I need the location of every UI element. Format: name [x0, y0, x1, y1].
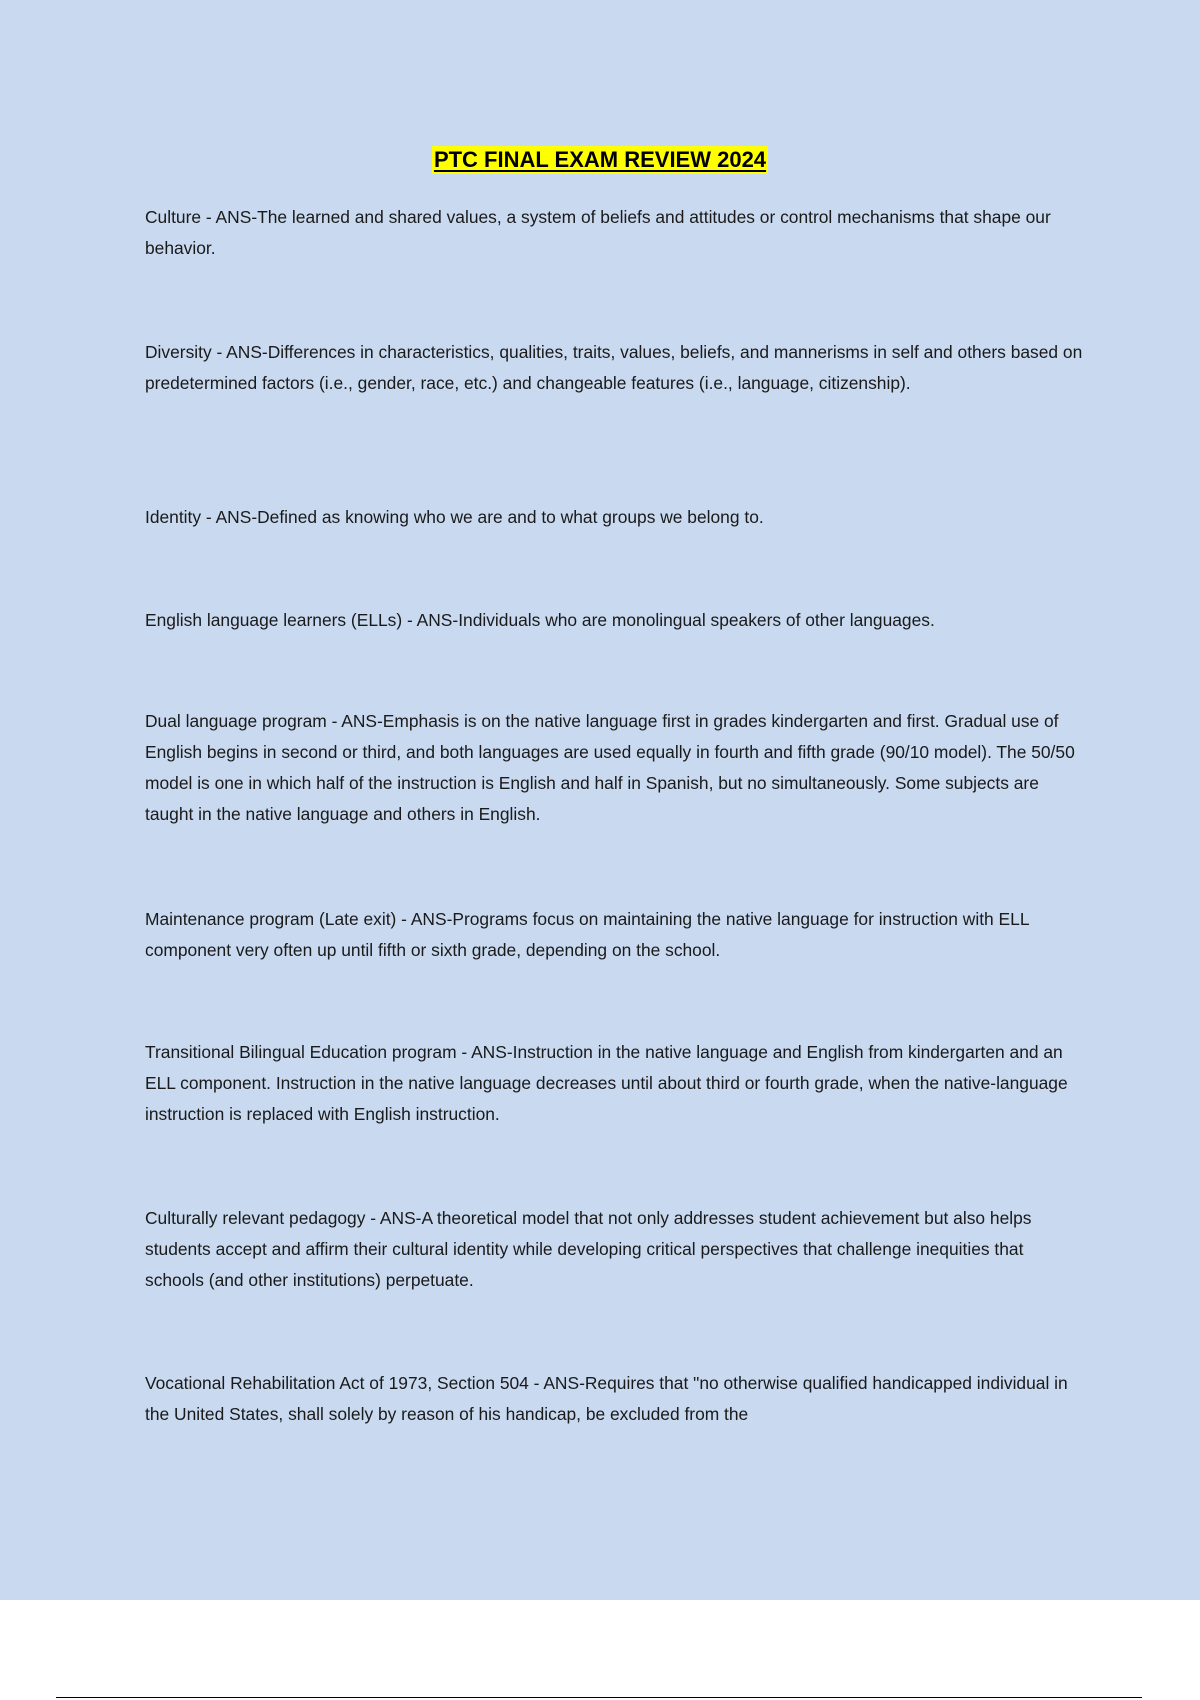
- entry-culture: Culture - ANS-The learned and shared values, a system of beliefs and attitudes or control mechanisms that shape our behavior.: [145, 207, 1051, 258]
- entry-dual-language-program: Dual language program - ANS-Emphasis is on the native language first in grades kindergarten and first. Gradual use of English begins in second or third, and both languages are used equally in fourth and fifth grade (90/10 model). The 50/50 model is one in which half of the instruction is English and half in Spanish, but no simultaneously. Some subjects are taught in the native language and others in English.: [145, 711, 1075, 824]
- entry-maintenance-program: Maintenance program (Late exit) - ANS-Programs focus on maintaining the native language for instruction with ELL component very often up until fifth or sixth grade, depending on the school.: [145, 909, 1029, 960]
- entry-culturally-relevant-pedagogy: Culturally relevant pedagogy - ANS-A theoretical model that not only addresses student achievement but also helps students accept and affirm their cultural identity while developing critical perspectives that challenge inequities that schools (and other institutions) perpetuate.: [145, 1208, 1032, 1290]
- entry-vocational-rehabilitation-act: Vocational Rehabilitation Act of 1973, Section 504 - ANS-Requires that "no otherwise qualified handicapped individual in the United States, shall solely by reason of his handicap, be excluded from the: [145, 1373, 1068, 1424]
- entry-identity: Identity - ANS-Defined as knowing who we are and to what groups we belong to.: [145, 507, 764, 527]
- footer-divider: [56, 1697, 1142, 1698]
- entry-diversity: Diversity - ANS-Differences in characteristics, qualities, traits, values, beliefs, and mannerisms in self and others based on predetermined factors (i.e., gender, race, etc.) and changeable features (i.e., language, citizenship).: [145, 342, 1083, 393]
- title-container: [0, 146, 1200, 174]
- document-title: PTC FINAL EXAM REVIEW 2024: [433, 147, 767, 172]
- entry-english-language-learners: English language learners (ELLs) - ANS-Individuals who are monolingual speakers of other languages.: [145, 610, 935, 630]
- entry-transitional-bilingual-education: Transitional Bilingual Education program - ANS-Instruction in the native language and English from kindergarten and an ELL component. Instruction in the native language decreases until about third or fourth grade, when the native-language instruction is replaced with English instruction.: [145, 1042, 1068, 1124]
